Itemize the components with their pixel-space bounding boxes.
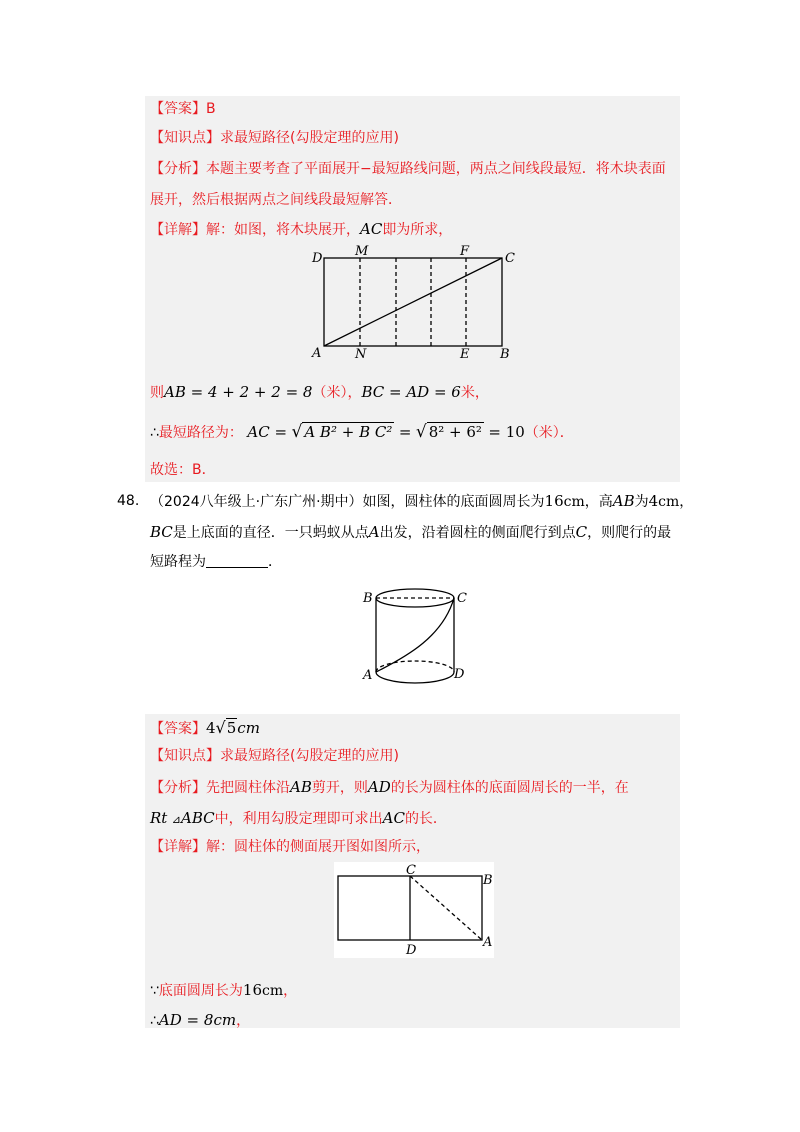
analysis-line1-48 [150, 777, 629, 798]
question-text: ，则爬行的最 [587, 525, 672, 541]
question-text: 为 [634, 494, 649, 510]
unroll-label-d: D [406, 943, 417, 958]
because-num: 16 [242, 981, 263, 999]
question-text: 是上底面的直径．一只蚂蚁从点 [172, 525, 369, 541]
therefore-symbol: ∴ [150, 1013, 159, 1029]
ac-unit: （米）． [524, 425, 574, 441]
ac-text: 最短路径为： [158, 425, 243, 441]
analysis-math-ab: AB [290, 778, 312, 796]
answer-label: 【答案】 [150, 721, 206, 737]
because-unit: cm [262, 983, 284, 999]
ad-tail: ， [236, 1013, 251, 1029]
fig1-label-b: B [500, 347, 510, 362]
cyl-label-b: B [363, 591, 373, 606]
ac-math-left: AC = [247, 423, 288, 441]
fig1-label-a: A [312, 346, 322, 361]
analysis-math-abc: ABC [181, 809, 215, 827]
detail-text: 解：圆柱体的侧面展开图如图所示， [206, 839, 430, 855]
ab-unit: （米） [312, 385, 348, 401]
because-line [150, 980, 297, 1001]
knowledge-text: 求最短路径(勾股定理的应用) [220, 130, 399, 146]
choose-line-47 [150, 460, 216, 480]
fig1-label-f: F [460, 244, 470, 259]
ac-eq: = [398, 423, 412, 441]
fig1-label-d: D [312, 251, 323, 266]
detail-tail: 即为所求， [382, 222, 453, 238]
knowledge-label: 【知识点】 [150, 748, 220, 764]
analysis-line2-48 [150, 808, 447, 830]
analysis-math-ad: AD [367, 778, 391, 796]
fig1-label-m: M [355, 244, 369, 259]
question-text: 短路程为 [150, 554, 206, 570]
ac-result: = 10 [488, 423, 525, 441]
question-text: ． [268, 554, 282, 570]
knowledge-line-48 [150, 746, 399, 766]
bc-math: BC = AD = 6 [361, 383, 461, 401]
analysis-text: 剪开，则 [311, 780, 368, 796]
detail-ac-math: AC [360, 220, 383, 238]
analysis-text: 中，利用勾股定理即可求出 [214, 811, 383, 827]
q-math-c: C [575, 523, 588, 541]
question-line1 [150, 491, 693, 512]
ab-sep: ， [347, 385, 362, 401]
q-unit-cm: cm [563, 494, 585, 510]
radical-sign-icon: √ [291, 422, 303, 442]
because-tail: ， [283, 983, 298, 999]
question-line2 [150, 522, 671, 543]
analysis-text: 的长． [404, 811, 447, 827]
knowledge-text: 求最短路径(勾股定理的应用) [220, 748, 399, 764]
answer-value: B [206, 101, 216, 117]
triangle-icon: ⊿ [171, 813, 181, 826]
fig1-label-c: C [505, 251, 515, 266]
detail-line-47 [150, 219, 452, 240]
question-number-48: 48. [117, 493, 140, 509]
answer-coef: 4 [206, 719, 216, 737]
q-num-4: 4 [648, 492, 659, 510]
answer-line-48 [150, 718, 260, 739]
analysis-math-rt: Rt [150, 809, 168, 827]
bc-unit: 米， [460, 385, 489, 401]
ac-length-line [150, 421, 574, 444]
unfolded-block-figure [300, 244, 530, 364]
ac-radicand-2: 8² + 6² [428, 423, 482, 441]
detail-text: 解：如图，将木块展开， [206, 222, 360, 238]
fig1-label-n: N [355, 347, 367, 362]
radical-sign-icon: √ [215, 718, 226, 737]
knowledge-label: 【知识点】 [150, 130, 220, 146]
ab-prefix: 则 [150, 385, 164, 401]
unrolled-cylinder-figure [334, 862, 494, 958]
cyl-label-c: C [457, 591, 467, 606]
analysis-text: 先把圆柱体沿 [206, 780, 290, 796]
answer-line-47 [150, 99, 216, 119]
answer-unit: cm [237, 719, 260, 737]
ad-line [150, 1010, 250, 1031]
cylinder-figure [358, 586, 478, 696]
question-text: 如图，圆柱体的底面圆周长为 [362, 494, 545, 510]
q-math-ab: AB [612, 492, 635, 510]
analysis-label: 【分析】 [150, 780, 206, 796]
q-unit-cm: cm [658, 494, 680, 510]
cyl-label-a: A [363, 668, 373, 683]
analysis-text: 的长为圆柱体的底面圆周长的一半，在 [390, 780, 629, 796]
radical-sign-icon: √ [415, 422, 427, 442]
unroll-label-c: C [406, 863, 416, 878]
therefore-symbol: ∴ [150, 425, 159, 441]
fig1-label-e: E [460, 347, 470, 362]
question-line3 [150, 552, 282, 572]
q-math-bc: BC [150, 523, 173, 541]
analysis-math-ac: AC [382, 809, 405, 827]
detail-line-48 [150, 837, 430, 857]
answer-label: 【答案】 [150, 101, 206, 117]
analysis-line2-47 [150, 190, 402, 210]
ab-length-line [150, 382, 489, 403]
unroll-label-b: B [483, 873, 493, 888]
analysis-line1-47 [150, 159, 666, 179]
ad-math: AD = 8 [158, 1011, 214, 1029]
unroll-label-a: A [483, 935, 493, 950]
ab-math: AB = 4 + 2 + 2 = 8 [164, 383, 313, 401]
analysis-text-cont: 展开，然后根据两点之间线段最短解答． [150, 192, 402, 208]
detail-label: 【详解】 [150, 222, 206, 238]
question-text: ， [679, 494, 694, 510]
question-source: （2024八年级上·广东广州·期中） [150, 494, 363, 510]
ac-radicand-1: A B² + B C² [304, 423, 393, 441]
analysis-text: 本题主要考查了平面展开−最短路线问题，两点之间线段最短．将木块表面 [206, 161, 666, 177]
because-symbol: ∵ [150, 983, 159, 999]
question-text: ，高 [584, 494, 613, 510]
answer-radicand: 5 [226, 719, 237, 737]
q-num-16: 16 [544, 492, 564, 510]
choose-text: 故选：B． [150, 462, 216, 478]
question-text: 出发，沿着圆柱的侧面爬行到点 [379, 525, 576, 541]
because-text: 底面圆周长为 [158, 983, 243, 999]
ad-unit: cm [213, 1011, 237, 1029]
knowledge-line-47 [150, 128, 399, 148]
q-math-a: A [368, 523, 380, 541]
detail-label: 【详解】 [150, 839, 206, 855]
cyl-label-d: D [454, 667, 465, 682]
analysis-label: 【分析】 [150, 161, 206, 177]
answer-blank[interactable] [206, 553, 268, 568]
